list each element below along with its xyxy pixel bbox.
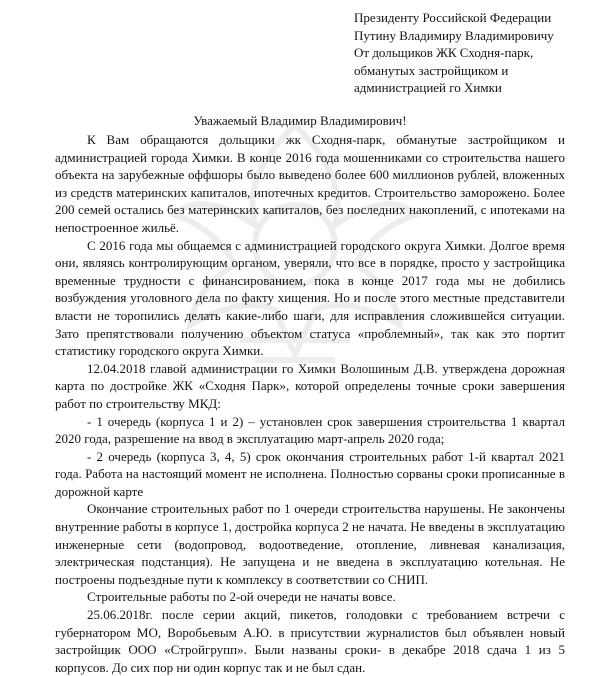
- addressee-line: От дольщиков ЖК Сходня-парк,: [354, 45, 534, 61]
- addressee-line: Путину Владимиру Владимировичу: [354, 27, 554, 43]
- addressee-line: обманутых застройщиком и: [354, 62, 509, 78]
- paragraph-violations: Окончание строительных работ по 1 очереди строительства нарушены. Не закончены внутренние работы в корпусе 1, достройка корпуса 2 не начата. Не введены в эксплуатацию инженерные сети (водопровод, водоотведение, отопление, ливневая канализация, электрическая подстанция). Не запущена и не введена в эксплуатацию котельная. Не построены подъездные пути к комплексу в соответствии со СНИП.: [55, 501, 565, 587]
- paragraph-stage-2: - 2 очередь (корпуса 3, 4, 5) срок окончания строительных работ 1-й квартал 2021 года. Работа на настоящий момент не исполнена. Полностью сорваны сроки прописанные в дорожной карте: [55, 448, 565, 499]
- paragraph-history: С 2016 года мы общаемся с администрацией городского округа Химки. Долгое время они, являясь контролирующим органом, уверяли, что все в порядке, просто у застройщика временные трудности с финансированием, пока в конце 2017 года мы не добились возбуждения уголовного дела по факту хищения. Но и после этого местные представители власти не торопились делать какие-либо шаги, для исправления сложившейся ситуации. Зато препятствовали получению объектом статуса «проблемный», так как это портит статистику городского округа Химки.: [55, 237, 565, 359]
- addressee-line: администрацией го Химки: [354, 80, 502, 96]
- addressee-line: Президенту Российской Федерации: [354, 10, 552, 25]
- paragraph-stage-1: - 1 очередь (корпуса 1 и 2) – установлен срок завершения строительства 1 квартал 2020 года, разрешение на ввод в эксплуатацию март-апрель 2020 года;: [55, 413, 565, 447]
- paragraph-intro: К Вам обращаются дольщики жк Сходня-парк, обманутые застройщиком и администрацией города Химки. В конце 2016 года мошенниками со строительства нашего объекта на зарубежные оффшоры было выведено более 600 миллионов рублей, вложенных из средств материнских капиталов, ипотечных кредитов. Строительство заморожено. Более 200 семей остались без материнских капиталов, без последних накоплений, с ипотеками на непостроенное жильё.: [55, 132, 565, 235]
- paragraph-stage-2-status: Строительные работы по 2-ой очереди не начаты вовсе.: [87, 589, 396, 605]
- paragraph-new-developer: 25.06.2018г. после серии акций, пикетов, голодовки с требованием встречи с губернатором МО, Воробьевым А.Ю. в присутствии журналистов был объявлен новый застройщик ООО «Стройгрупп». Были названы сроки- в декабре 2018 сдача 1 из 5 корпусов. До сих пор ни один корпус так и не был сдан.: [55, 607, 565, 675]
- letter-body: [55, 131, 565, 676]
- greeting: Уважаемый Владимир Владимирович!: [193, 113, 407, 128]
- paragraph-roadmap: 12.04.2018 главой администрации го Химки Волошиным Д.В. утверждена дорожная карта по достройке ЖК «Сходня Парк», которой определены точные сроки завершения работ по строительству МКД:: [55, 360, 565, 411]
- addressee-block: [354, 9, 594, 97]
